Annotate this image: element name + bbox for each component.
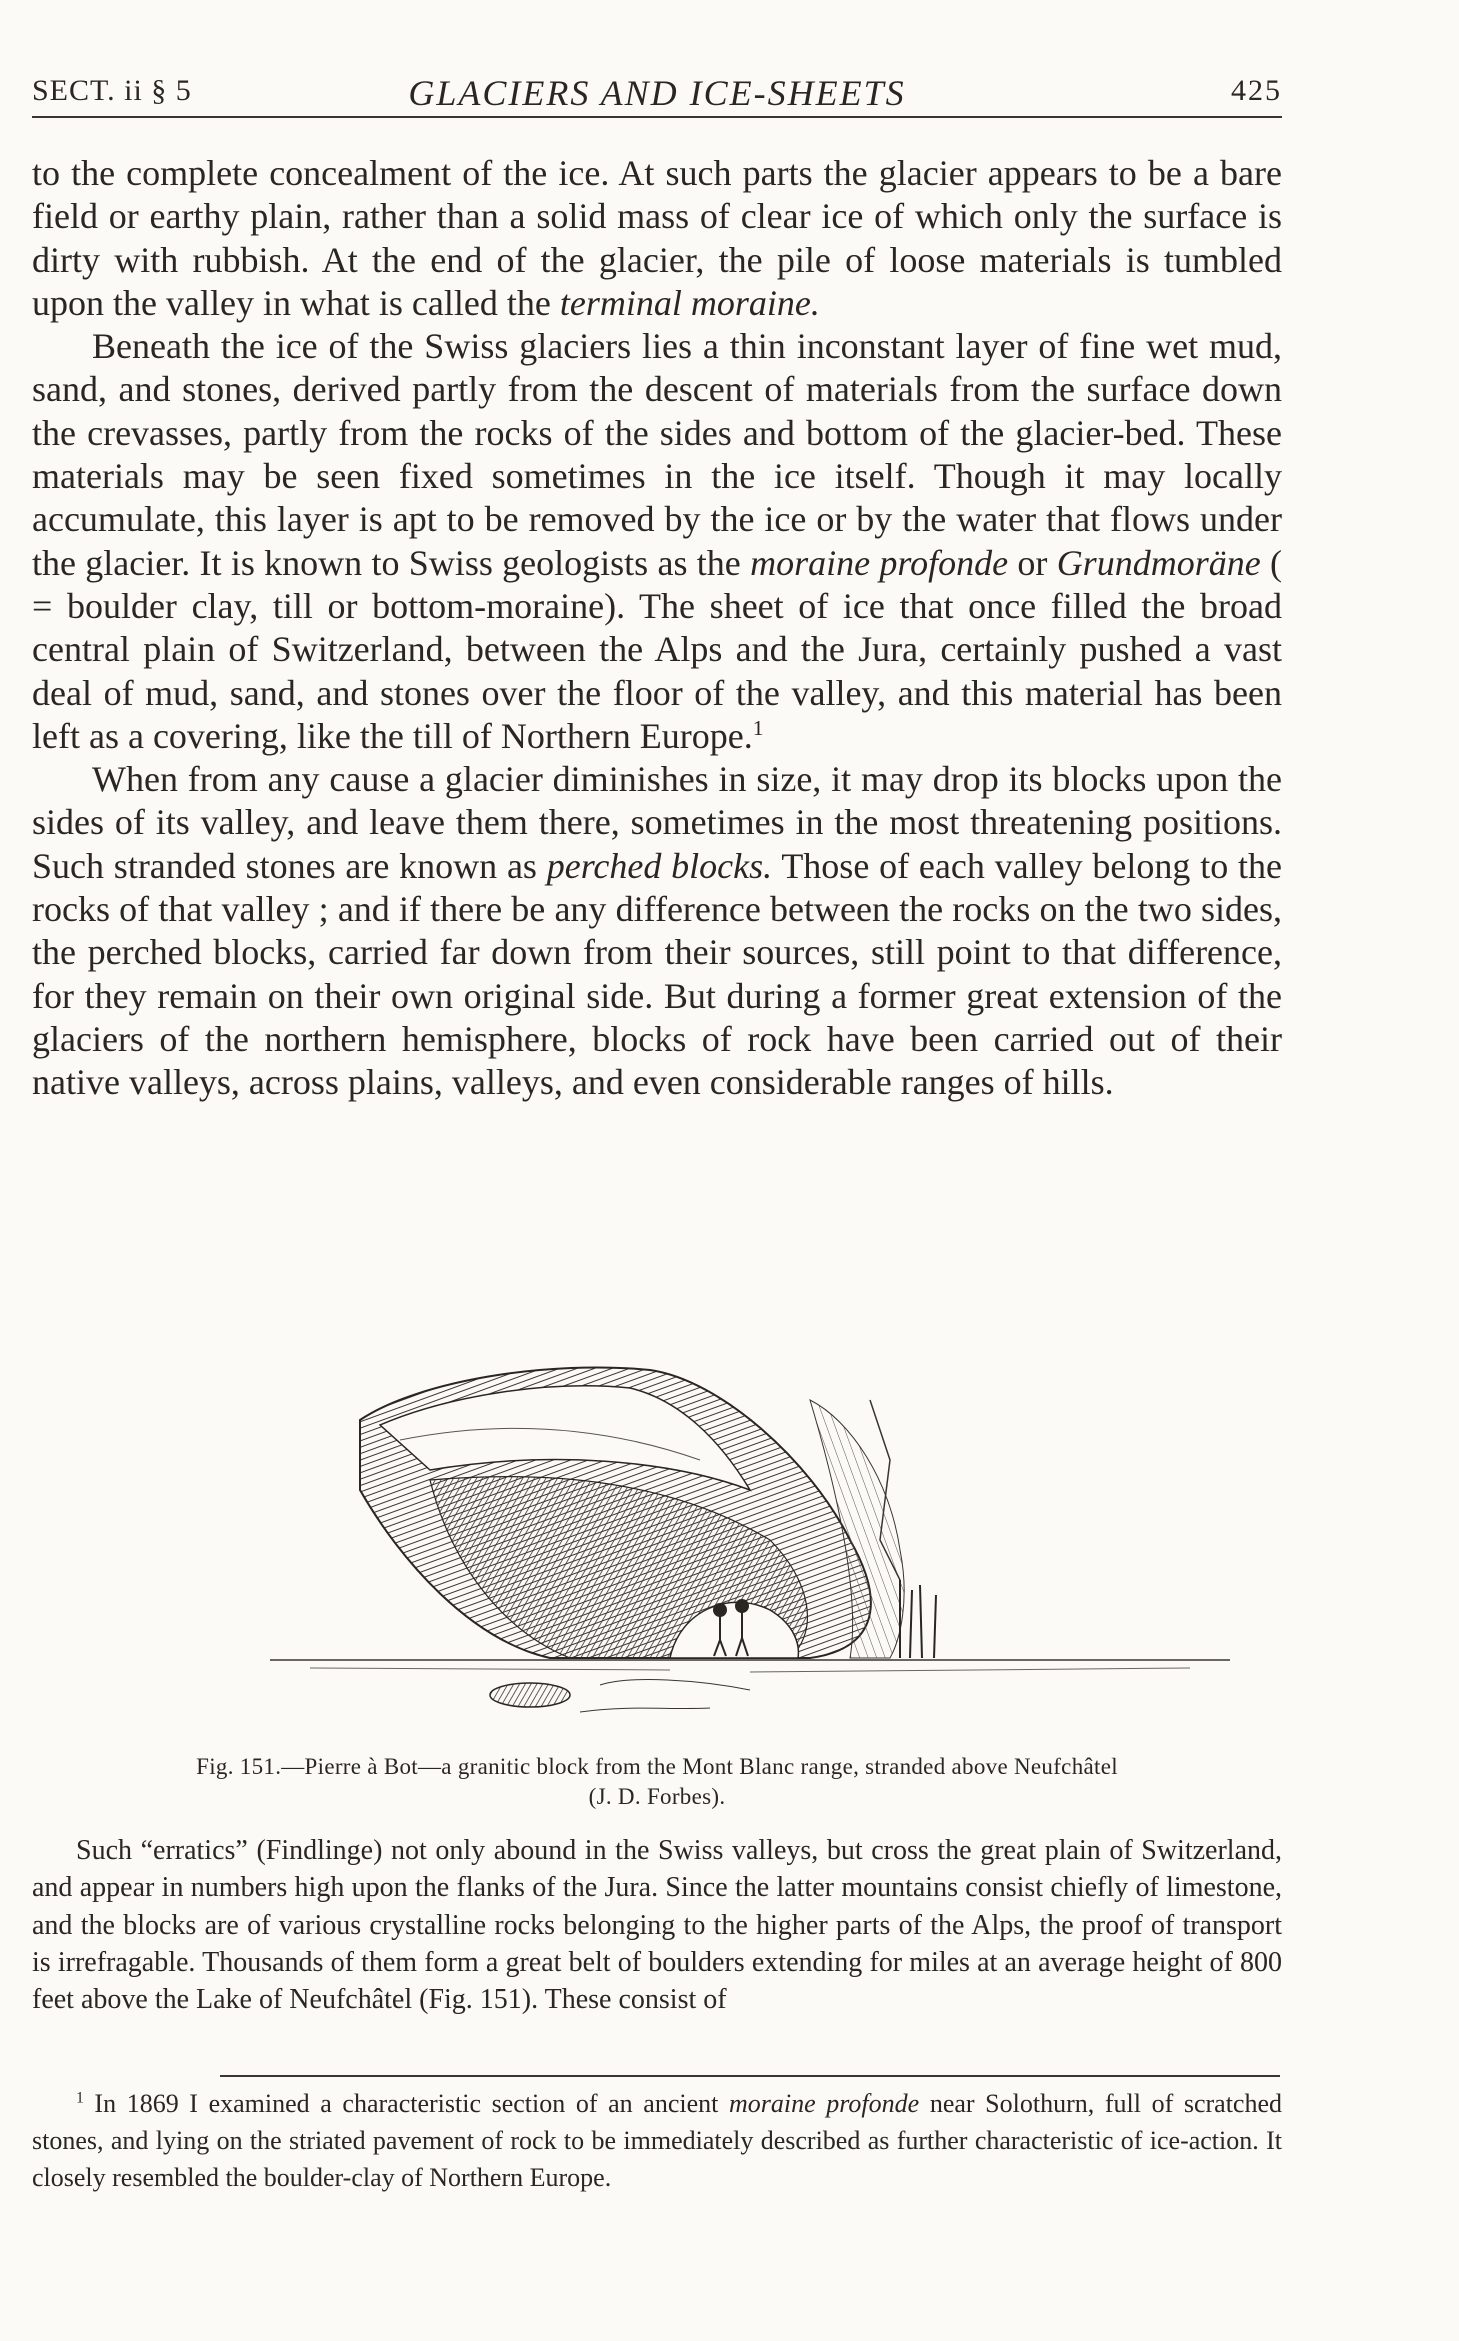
paragraph (32, 152, 1282, 325)
figure-caption (32, 1752, 1282, 1812)
italic-term: Grundmoräne (1056, 542, 1261, 583)
paragraph: Such “erratics” (Findlinge) not only abound in the Swiss valleys, but cross the great plain of Switzerland, and appear in numbers high upon the flanks of the Jura. Since the latter mountains consist chiefly of limestone, and the blocks are of various crystalline rocks belonging to the higher parts of the Alps, the proof of transport is irrefragable. Thousands of them form a great belt of boulders extending for miles at an average height of 800 feet above the Lake of Neufchâtel (Fig. 151). These consist of (32, 1835, 1282, 2016)
text-run: or (1008, 542, 1057, 583)
italic-term: terminal moraine. (559, 282, 820, 323)
main-text (32, 152, 1282, 1105)
text-run: near Solothurn, full of scratched stones, and lying on the striated pavement of rock to be immediately described as further characteristic of ice-action. It closely resembled the boulder-clay of Northern Europe. (32, 2089, 1283, 2192)
footnote-reference[interactable]: 1 (752, 715, 764, 740)
caption-credit: (J. D. Forbes). (588, 1784, 726, 1809)
boulder-engraving-illustration (250, 1340, 1250, 1770)
caption-line: Fig. 151.—Pierre à Bot—a granitic block from the Mont Blanc range, stranded above Neufchâtel (196, 1754, 1118, 1779)
footnote-divider (220, 2075, 1280, 2077)
text-run: In 1869 I examined a characteristic section of an ancient (83, 2089, 729, 2118)
italic-term: perched blocks. (546, 845, 773, 886)
footnote (32, 2085, 1282, 2196)
footnote-text (32, 2085, 1282, 2196)
italic-term: moraine profonde (729, 2089, 920, 2118)
section-reference: SECT. ii § 5 (32, 74, 192, 107)
italic-term: moraine profonde (750, 542, 1009, 583)
small-print-text (32, 1832, 1282, 2018)
footnote-marker: 1 (76, 2089, 84, 2107)
text-run: Beneath the ice of the Swiss glaciers lies a thin inconstant layer of fine wet mud, sand, and stones, derived partly from the descent of materials from the surface down the crevasses, partly from the rocks of the sides and bottom of the glacier-bed. These materials may be seen fixed sometimes in the ice itself. Though it may locally accumulate, this layer is apt to be removed by the ice or by the water that flows under the glacier. It is known to Swiss geologists as the (32, 326, 1282, 583)
figure-engraving (250, 1340, 1250, 1770)
page-number: 425 (1231, 74, 1282, 107)
paragraph (32, 325, 1282, 758)
text-run: Those of each valley belong to the rocks of that valley ; and if there be any difference between the rocks on the two sides, the perched blocks, carried far down from their sources, still point to that difference, for they remain on their own original side. But during a former great extension of the glaciers of the northern hemisphere, blocks of rock have been carried out of their native valleys, across plains, valleys, and even considerable ranges of hills. (32, 845, 1283, 1103)
running-head (32, 70, 1282, 118)
chapter-title: GLACIERS AND ICE-SHEETS (408, 73, 906, 113)
paragraph (32, 758, 1282, 1104)
text-run: ( = boulder clay, till or bottom-moraine). The sheet of ice that once filled the broad central plain of Switzerland, between the Alps and the Jura, certainly pushed a vast deal of mud, sand, and stones over the floor of the valley, and this material has been left as a covering, like the till of Northern Europe. (32, 542, 1282, 756)
text-run: to the complete concealment of the ice. At such parts the glacier appears to be a bare field or earthy plain, rather than a solid mass of clear ice of which only the surface is dirty with rubbish. At the end of the glacier, the pile of loose materials is tumbled upon the valley in what is called the (32, 153, 1282, 323)
text-run: When from any cause a glacier diminishes in size, it may drop its blocks upon the sides of its valley, and leave them there, sometimes in the most threatening positions. Such stranded stones are known as (32, 759, 1282, 886)
